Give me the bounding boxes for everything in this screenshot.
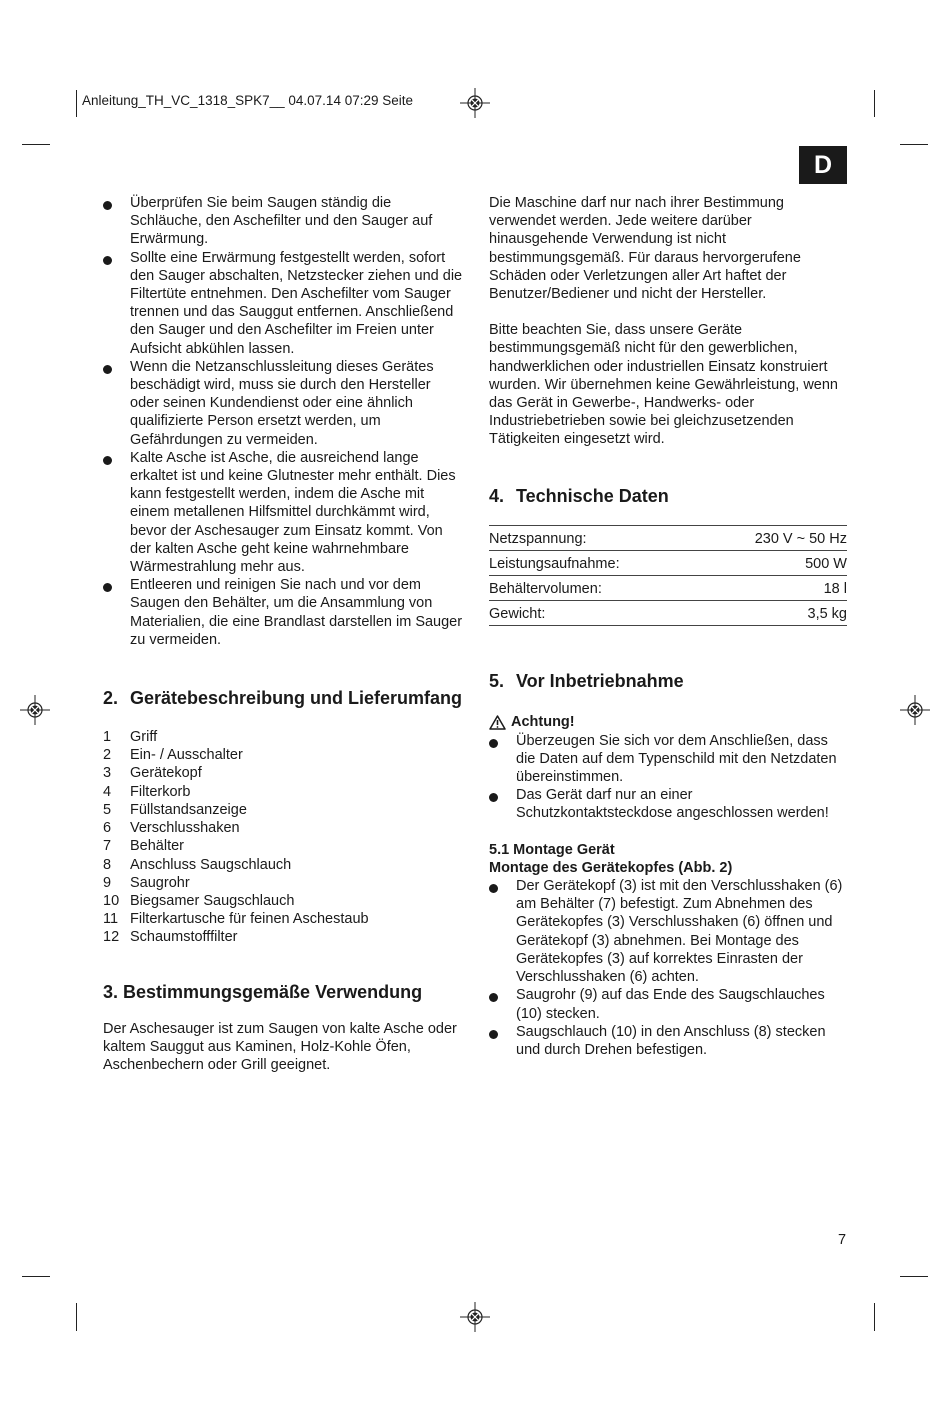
warranty-paragraph: Bitte beachten Sie, dass unsere Geräte bestimmungsgemäß nicht für den gewerblichen, handwerklichen oder industriellen Einsatz konstruiert wurden. Wir übernehmen keine Gewährleistung, wenn das Gerät in Gewerbe-, Handwerks- oder Industriebetrieben sowie bei gleichzusetzenden Tätigkeiten eingesetzt wird. <box>489 322 838 448</box>
crop-mark <box>900 1276 928 1277</box>
table-row: Leistungsaufnahme: 500 W <box>489 550 847 575</box>
list-item: 10 Biegsamer Saugschlauch <box>103 892 295 909</box>
crop-mark <box>22 1276 50 1277</box>
right-column <box>489 194 849 1059</box>
left-column <box>103 194 463 1074</box>
language-tab: D <box>799 146 847 184</box>
warning-bullet: Überzeugen Sie sich vor dem Anschließen, dass die Daten auf dem Typenschild mit den Netzdaten übereinstimmen. <box>489 732 849 787</box>
registration-mark-icon <box>460 1302 490 1332</box>
section-number: 2. <box>103 688 119 709</box>
section-number: 4. <box>489 485 505 506</box>
list-item: 6 Verschlusshaken <box>103 820 240 837</box>
section-title: Technische Daten <box>516 485 669 506</box>
subsection-heading: 5.1 Montage Gerät <box>489 841 615 858</box>
safety-bullet: Entleeren und reinigen Sie nach und vor dem Saugen den Behälter, um die Ansammlung von Materialien, die eine Brandlast darstellen im Sauger zu vermeiden. <box>103 576 463 649</box>
registration-mark-icon <box>900 695 930 725</box>
assembly-bullet: Saugschlauch (10) in den Anschluss (8) stecken und durch Drehen befestigen. <box>489 1023 849 1059</box>
list-item: 11 Filterkartusche für feinen Aschestaub <box>103 911 369 928</box>
warning-label: Achtung! <box>489 713 849 731</box>
warning-icon <box>489 715 506 730</box>
section-4-heading <box>489 485 849 508</box>
table-row: Netzspannung: 230 V ~ 50 Hz <box>489 525 847 550</box>
usage-paragraph: Die Maschine darf nur nach ihrer Bestimmung verwendet werden. Jede weitere darüber hinausgehende Verwendung ist nicht bestimmungsgemäß. Für daraus hervorgerufene Schäden oder Verletzungen aller Art haftet der Benutzer/Bediener und nicht der Hersteller. <box>489 195 801 303</box>
assembly-bullet: Der Gerätekopf (3) ist mit den Verschlusshaken (6) am Behälter (7) befestigt. Zum Abnehmen des Gerätekopfes (3) Verschlusshaken (6) öffnen und Gerätekopf (3) abnehmen. Bei Montage des Gerätekopfes (3) auf korrektes Einrasten der Verschlusshaken (6) achten. <box>489 877 849 986</box>
list-item: 1 Griff <box>103 729 158 746</box>
warning-bullet: Das Gerät darf nur an einer Schutzkontaktsteckdose angeschlossen werden! <box>489 786 849 822</box>
list-item: 3 Gerätekopf <box>103 765 202 782</box>
safety-bullet: Wenn die Netzanschlussleitung dieses Gerätes beschädigt wird, muss sie durch den Hersteller oder seinen Kundendienst oder eine ähnlich qualifizierte Person ersetzt werden, um Gefährdungen zu vermeiden. <box>103 358 463 449</box>
list-item: 5 Füllstandsanzeige <box>103 801 247 818</box>
list-item: 12 Schaumstofffilter <box>103 929 238 946</box>
crop-mark <box>874 1303 875 1331</box>
registration-mark-icon <box>460 88 490 118</box>
list-item: 4 Filterkorb <box>103 783 191 800</box>
crop-mark <box>22 144 50 145</box>
parts-list <box>103 728 463 946</box>
crop-mark <box>76 90 77 117</box>
page-number: 7 <box>838 1232 847 1248</box>
table-row: Behältervolumen: 18 l <box>489 576 847 601</box>
table-row: Gewicht: 3,5 kg <box>489 601 847 626</box>
section-3-text: Der Aschesauger ist zum Saugen von kalte Asche oder kaltem Sauggut aus Kaminen, Holz-Kohle Öfen, Aschenbechern oder Grill geeignet. <box>103 1020 457 1073</box>
registration-mark-icon <box>20 695 50 725</box>
safety-bullet: Sollte eine Erwärmung festgestellt werden, sofort den Sauger abschalten, Netzstecker ziehen und die Filtertüte entnehmen. Den Aschefilter vom Sauger trennen und das Sauggut entfernen. Anschließend den Sauger und den Aschefilter im Freien unter Aufsicht abkühlen lassen. <box>103 249 463 358</box>
crop-mark <box>900 144 928 145</box>
assembly-bullet: Saugrohr (9) auf das Ende des Saugschlauches (10) stecken. <box>489 986 849 1022</box>
list-item: 8 Anschluss Saugschlauch <box>103 856 292 873</box>
section-5-heading <box>489 670 849 693</box>
safety-bullet: Kalte Asche ist Asche, die ausreichend lange erkaltet ist und keine Glutnester mehr enthält. Dies kann festgestellt werden, indem die Asche mit einem metallenen Hilfsmittel durchkämmt wird, bevor der Aschesauger zum Einsatz kommt. Von der kalten Asche geht keine wahrnehmbare Wärmestrahlung mehr aus. <box>103 449 463 576</box>
subsection-heading: Montage des Gerätekopfes (Abb. 2) <box>489 859 733 876</box>
section-title: Gerätebeschreibung und Lieferumfang <box>130 688 463 709</box>
list-item: 7 Behälter <box>103 838 185 855</box>
tech-data-table <box>489 525 847 627</box>
list-item: 2 Ein- / Ausschalter <box>103 747 243 764</box>
section-3-heading: 3. Bestimmungsgemäße Verwendung <box>103 981 423 1002</box>
section-number: 5. <box>489 671 505 692</box>
crop-mark <box>874 90 875 117</box>
section-title: Vor Inbetriebnahme <box>516 671 684 692</box>
print-slug: Anleitung_TH_VC_1318_SPK7__ 04.07.14 07:29 Seite <box>82 93 414 108</box>
list-item: 9 Saugrohr <box>103 874 190 891</box>
section-2-heading <box>103 687 463 710</box>
crop-mark <box>76 1303 77 1331</box>
safety-bullet: Überprüfen Sie beim Saugen ständig die Schläuche, den Aschefilter und den Sauger auf Erwärmung. <box>103 194 463 249</box>
